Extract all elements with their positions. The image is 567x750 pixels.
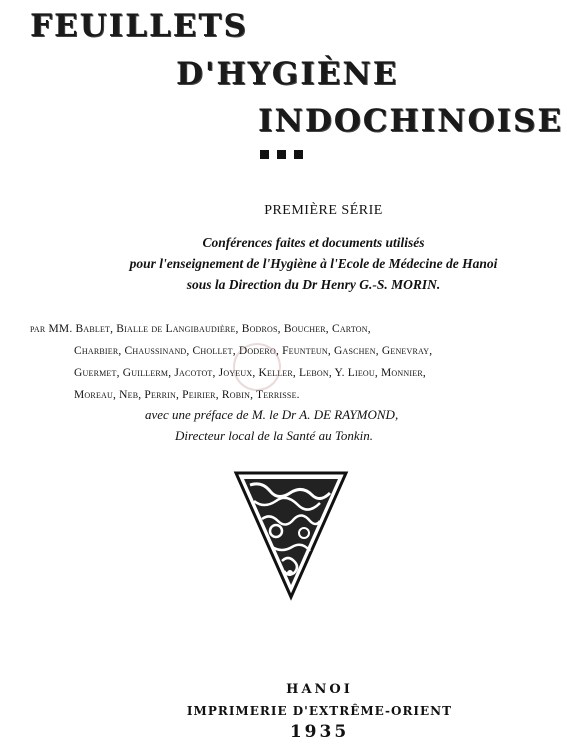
imprint-printer: IMPRIMERIE D'EXTRÊME-ORIENT <box>186 704 453 718</box>
author-list <box>30 318 550 406</box>
library-stamp <box>233 343 281 391</box>
decorative-emblem-icon <box>232 469 350 601</box>
imprint-city: HANOI <box>286 682 353 697</box>
title-line-1: FEUILLETS <box>30 8 248 44</box>
title-line-2: D'HYGIÈNE <box>176 56 399 92</box>
series-label: PREMIÈRE SÉRIE <box>264 203 383 218</box>
author-line: Moreau, Neb, Perrin, Peirier, Robin, Terrisse. <box>74 389 300 401</box>
title-line-3: INDOCHINOISE <box>258 103 564 139</box>
subtitle-line-3: sous la Direction du Dr Henry G.-S. MORIN. <box>186 277 441 292</box>
preface-line-1: avec une préface de M. le Dr A. DE RAYMOND, <box>145 407 399 422</box>
ornament-squares <box>260 150 303 159</box>
imprint-year: 1935 <box>289 722 350 742</box>
subtitle-line-2: pour l'enseignement de l'Hygiène à l'Ecole de Médecine de Hanoi <box>129 256 498 271</box>
author-line: par MM. Bablet, Bialle de Langibaudière, Bodros, Boucher, Carton, <box>30 323 371 335</box>
ornament-square <box>260 150 269 159</box>
author-line: Charbier, Chaussinand, Chollet, Dodero, Feunteun, Gaschen, Genevray, <box>74 345 433 357</box>
preface-line-2: Directeur local de la Santé au Tonkin. <box>175 428 373 443</box>
ornament-square <box>277 150 286 159</box>
author-line: Guermet, Guillerm, Jacotot, Joyeux, Keller, Lebon, Y. Lieou, Monnier, <box>74 367 426 379</box>
ornament-square <box>294 150 303 159</box>
subtitle-line-1: Conférences faites et documents utilisés <box>202 235 425 250</box>
